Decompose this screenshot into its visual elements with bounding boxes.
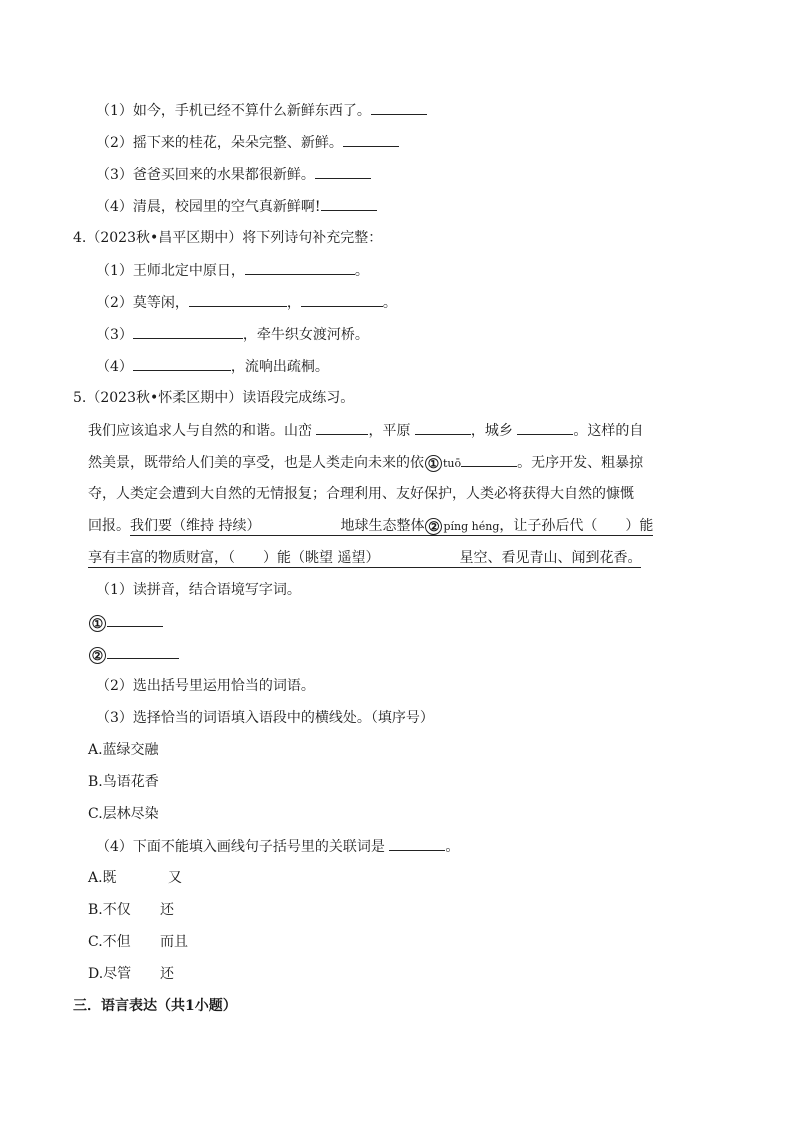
answer-blank[interactable]	[107, 643, 179, 659]
q5-sub-4: （4）下面不能填入画线句子括号里的关联词是 。	[96, 835, 459, 857]
answer-blank[interactable]	[133, 355, 231, 371]
connective-option-c[interactable]: C.不但 而且	[88, 934, 188, 950]
q5-answer-1: ①	[88, 611, 163, 633]
passage-blank-3[interactable]	[517, 419, 573, 435]
q5-passage-line-4: 回报。我们要（维持 持续） 地球生态整体 ② píng héng，让子孙后代（ ）能	[88, 518, 654, 535]
answer-blank[interactable]	[315, 163, 371, 179]
connective-option-a[interactable]: A.既 又	[88, 870, 182, 886]
q4-item-2: （2）莫等闲， ， 。	[96, 291, 397, 313]
answer-blank[interactable]	[189, 291, 287, 307]
q5-passage-line-2: 然美景，既带给人们美的享受，也是人类走向未来的依 ① tuō 。无序开发、粗暴掠	[88, 451, 643, 473]
connective-option-d[interactable]: D.尽管 还	[88, 966, 174, 982]
underlined-sentence-cont: 享有丰富的物质财富，（ ）能（眺望 遥望） 星空、看见青山、闻到花香。	[88, 550, 642, 566]
answer-blank[interactable]	[245, 259, 355, 275]
q3-item-2: （2）摇下来的桂花，朵朵完整、新鲜。	[96, 131, 399, 153]
q4-item-3: （3） ，牵牛织女渡河桥。	[96, 323, 369, 345]
q5-title: 5.（2023秋•怀柔区期中）读语段完成练习。	[73, 390, 355, 406]
answer-blank[interactable]	[107, 611, 163, 627]
q3-item-4: （4）清晨，校园里的空气真新鲜啊!	[96, 195, 377, 217]
passage-blank-1[interactable]	[316, 419, 368, 435]
passage-blank-2[interactable]	[415, 419, 471, 435]
section-heading: 三．语言表达（共1小题）	[73, 998, 237, 1014]
q3-item-3: （3）爸爸买回来的水果都很新鲜。	[96, 163, 371, 185]
q5-sub-2: （2）选出括号里运用恰当的词语。	[96, 678, 315, 694]
q5-passage-line-5	[88, 547, 641, 569]
circled-number-2: ②	[425, 518, 442, 535]
answer-blank[interactable]	[389, 835, 445, 851]
pinyin-blank-1[interactable]	[461, 451, 517, 467]
answer-blank[interactable]	[371, 99, 427, 115]
q4-item-4: （4） ，流响出疏桐。	[96, 355, 329, 377]
q5-answer-2: ②	[88, 643, 179, 665]
answer-blank[interactable]	[321, 195, 377, 211]
q5-sub-1: （1）读拼音，结合语境写字词。	[96, 582, 301, 598]
answer-blank[interactable]	[301, 291, 383, 307]
q5-passage-line-1: 我们应该追求人与自然的和谐。山峦 ，平原 ，城乡 。这样的自	[88, 419, 643, 441]
q3-item-1: （1）如今，手机已经不算什么新鲜东西了。	[96, 99, 427, 121]
circled-number-1: ①	[425, 455, 442, 472]
q5-sub-3: （3）选择恰当的词语填入语段中的横线处。（填序号）	[96, 710, 434, 726]
answer-blank[interactable]	[343, 131, 399, 147]
option-b[interactable]: B.鸟语花香	[88, 774, 159, 790]
q4-item-1: （1）王师北定中原日， 。	[96, 259, 369, 281]
pinyin-2: píng héng	[443, 520, 500, 533]
option-c[interactable]: C.层林尽染	[88, 806, 159, 822]
answer-blank[interactable]	[133, 323, 243, 339]
option-a[interactable]: A.蓝绿交融	[88, 742, 159, 758]
connective-option-b[interactable]: B.不仅 还	[88, 902, 174, 918]
pinyin-1: tuō	[443, 457, 462, 470]
q5-passage-line-3: 夺，人类定会遭到大自然的无情报复；合理利用、友好保护，人类必将获得大自然的慷慨	[88, 486, 634, 502]
q4-title: 4.（2023秋•昌平区期中）将下列诗句补充完整：	[73, 230, 383, 246]
underlined-sentence: 我们要（维持 持续） 地球生态整体 ② píng héng，让子孙后代（ ）能	[130, 518, 654, 535]
